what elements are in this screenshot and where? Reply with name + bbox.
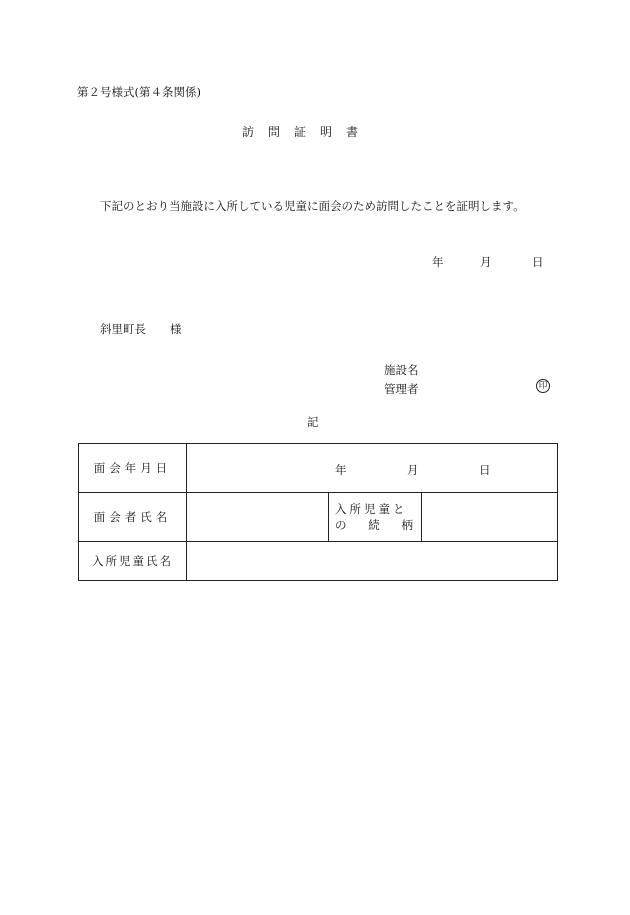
visit-date-day: 日 (479, 463, 491, 477)
ki-heading: 記 (307, 415, 319, 429)
visit-details-table (78, 443, 558, 581)
document-title: 訪問証明書 (242, 125, 373, 139)
relationship-label-char: の (335, 518, 347, 532)
issue-date-year: 年 (432, 255, 444, 269)
visit-date-month: 月 (407, 463, 419, 477)
facility-name-label: 施設名 (384, 363, 419, 377)
form-number: 第２号様式(第４条関係) (77, 85, 201, 99)
addressee (100, 321, 182, 337)
table-row (79, 542, 558, 581)
issue-date (432, 254, 544, 270)
relationship-label-line2 (335, 517, 421, 533)
visit-date-field[interactable] (187, 444, 558, 493)
manager-label: 管理者 (384, 382, 419, 396)
visit-date-label: 面会年月日 (79, 444, 187, 493)
visit-date-year: 年 (335, 463, 347, 477)
table-row (79, 493, 558, 542)
relationship-field[interactable] (422, 493, 558, 542)
seal-mark: 印 (536, 379, 550, 393)
issue-date-month: 月 (480, 255, 492, 269)
child-name-field[interactable] (187, 542, 558, 581)
table-row (79, 444, 558, 493)
child-name-label: 入所児童氏名 (79, 542, 187, 581)
addressee-honorific: 様 (170, 322, 182, 336)
relationship-label-char: 続 (368, 518, 380, 532)
relationship-label-line1: 入所児童と (335, 502, 408, 516)
issue-date-day: 日 (532, 255, 544, 269)
certification-statement: 下記のとおり当施設に入所している児童に面会のため訪問したことを証明します。 (100, 199, 525, 213)
addressee-name: 斜里町長 (100, 322, 146, 336)
visitor-name-label: 面会者氏名 (79, 493, 187, 542)
relationship-label (329, 493, 422, 542)
relationship-label-char: 柄 (401, 518, 413, 532)
visitor-name-field[interactable] (187, 493, 329, 542)
